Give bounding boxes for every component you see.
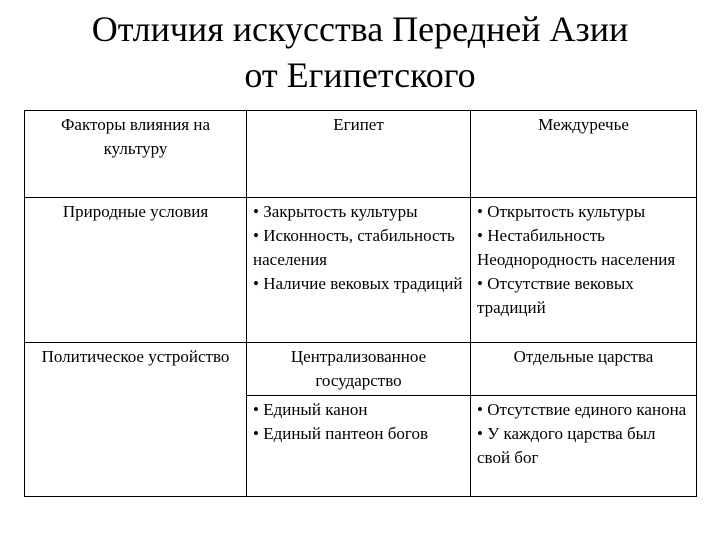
table-row-politics xyxy=(25,343,697,396)
list-item: • Отсутствие вековых традиций xyxy=(477,274,634,317)
row-label-nature: Природные условия xyxy=(25,198,247,343)
cell-mesopotamia-nature xyxy=(471,198,697,343)
header-mesopotamia: Междуречье xyxy=(471,111,697,198)
list-item: • Отсутствие единого канона xyxy=(477,400,687,419)
table-header-row xyxy=(25,111,697,198)
cell-egypt-nature xyxy=(247,198,471,343)
cell-mesopotamia-politics: Отдельные царства xyxy=(471,343,697,396)
list-item: • Нестабильность Неоднородность населения xyxy=(477,226,676,269)
cell-egypt-religion xyxy=(247,396,471,497)
row-label-politics: Политическое устройство xyxy=(25,343,247,396)
slide-title xyxy=(0,6,720,98)
title-line-1: Отличия искусства Передней Азии xyxy=(91,9,629,49)
list-item: • Закрытость культуры xyxy=(253,202,418,221)
row-label-religion xyxy=(25,396,247,497)
table-row-religion xyxy=(25,396,697,497)
list-item: • У каждого царства был свой бог xyxy=(477,424,656,467)
table-row-nature xyxy=(25,198,697,343)
list-item: • Наличие вековых традиций xyxy=(253,274,463,293)
list-item: • Единый пантеон богов xyxy=(253,424,428,443)
cell-egypt-politics: Централизованное государство xyxy=(247,343,471,396)
list-item: • Открытость культуры xyxy=(477,202,646,221)
comparison-table xyxy=(24,110,697,497)
header-egypt: Египет xyxy=(247,111,471,198)
list-item: • Исконность, стабильность населения xyxy=(253,226,455,269)
title-line-2: от Египетского xyxy=(244,55,476,95)
cell-mesopotamia-religion xyxy=(471,396,697,497)
list-item: • Единый канон xyxy=(253,400,368,419)
header-factors: Факторы влияния на культуру xyxy=(25,111,247,198)
